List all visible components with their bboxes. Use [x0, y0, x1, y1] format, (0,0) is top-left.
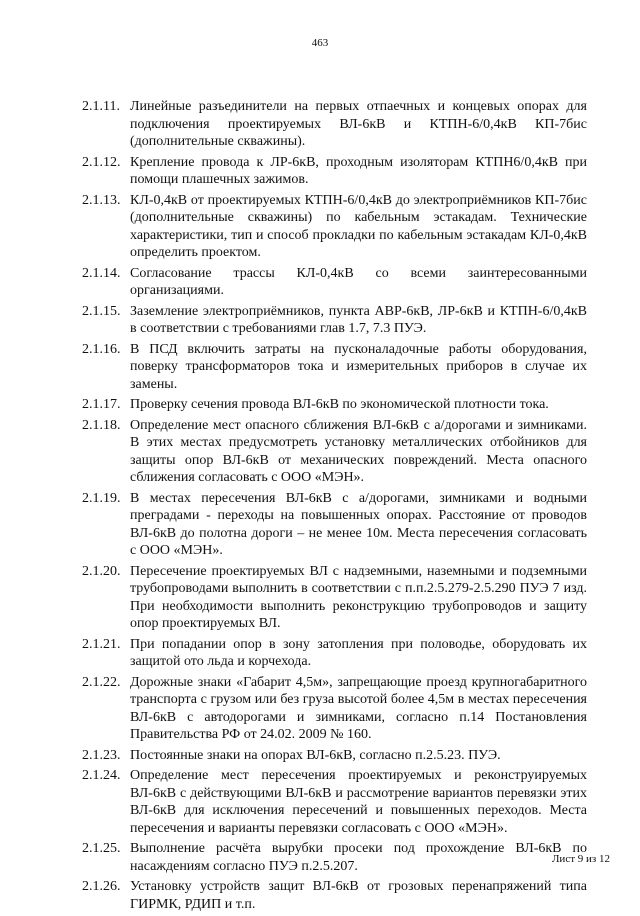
list-item [82, 341, 587, 394]
sheet-footer: Лист 9 из 12 [551, 853, 610, 865]
item-number: 2.1.21. [82, 636, 121, 652]
item-number: 2.1.14. [82, 265, 121, 281]
item-text: Крепление провода к ЛР-6кВ, проходным изоляторам КТПН6/0,4кВ при помощи плашечных зажимов. [130, 154, 587, 187]
item-text: Определение мест пересечения проектируемых и реконструируемых ВЛ-6кВ с действующими ВЛ-6кВ и рассмотрение вариантов перевязки этих ВЛ-6кВ для исключения пересечений и повышенных переходов. Места пересечения и варианты перевязки согласовать с ООО «МЭН». [130, 768, 587, 836]
item-number: 2.1.26. [82, 879, 121, 894]
list-item [82, 98, 587, 151]
list-item [82, 747, 587, 765]
list-item [82, 674, 587, 744]
list-item [82, 303, 587, 338]
list-item [82, 490, 587, 560]
item-number: 2.1.18. [82, 417, 121, 433]
list-item [82, 265, 587, 300]
item-text: Заземление электроприёмников, пункта АВР-6кВ, ЛР-6кВ и КТПН-6/0,4кВ в соответствии с требованиями глав 1.7, 7.3 ПУЭ. [130, 303, 587, 336]
item-number: 2.1.17. [82, 397, 121, 412]
item-number: 2.1.12. [82, 154, 121, 170]
item-text: Пересечение проектируемых ВЛ с надземными, наземными и подземными трубопроводами выполнить в соответствии с п.п.2.5.279-2.5.290 ПУЭ 7 изд. При необходимости выполнить реконструкцию трубопроводов и защиту опор проектируемых ВЛ. [130, 563, 587, 631]
item-number: 2.1.23. [82, 747, 121, 763]
item-number: 2.1.15. [82, 303, 121, 319]
item-number: 2.1.25. [82, 841, 121, 856]
item-text: КЛ-0,4кВ от проектируемых КТПН-6/0,4кВ до электроприёмников КП-7бис (дополнительные скважины) по кабельным эстакадам. Технические характеристики, тип и способ прокладки по кабельным эстакадам КЛ-0,4кВ определить проектом. [130, 192, 587, 260]
item-text: Выполнение расчёта вырубки просеки под прохождение ВЛ-6кВ по насаждениям согласно ПУЭ п.2.5.207. [130, 841, 587, 874]
item-text: Постоянные знаки на опорах ВЛ-6кВ, согласно п.2.5.23. ПУЭ. [130, 747, 501, 763]
page-number: 463 [311, 37, 329, 49]
item-text: Дорожные знаки «Габарит 4,5м», запрещающие проезд крупногабаритного транспорта с грузом или без груза высотой более 4,5м в местах пересечения ВЛ-6кВ с автодорогами и зимниками, согласно п.14 Постановления Правительства РФ от 24.02. 2009 № 160. [130, 674, 587, 742]
item-text: В местах пересечения ВЛ-6кВ с а/дорогами, зимниками и водными преградами - переходы на повышенных опорах. Расстояние от проводов ВЛ-6кВ до полотна дороги – не менее 10м. Места пересечения согласовать с ООО «МЭН». [130, 490, 587, 558]
list-item [82, 767, 587, 837]
item-number: 2.1.24. [82, 768, 121, 783]
list-item [82, 417, 587, 487]
item-text: Установку устройств защит ВЛ-6кВ от грозовых перенапряжений типа ГИРМК, РДИП и т.п. [130, 879, 587, 912]
item-number: 2.1.13. [82, 192, 121, 208]
list-item [82, 192, 587, 262]
list-item [82, 840, 587, 875]
item-number: 2.1.19. [82, 490, 121, 506]
item-number: 2.1.22. [82, 674, 121, 690]
list-item [82, 636, 587, 671]
item-number: 2.1.20. [82, 563, 121, 579]
item-text: Проверку сечения провода ВЛ-6кВ по экономической плотности тока. [130, 397, 549, 412]
requirements-list [82, 98, 587, 916]
list-item [82, 878, 587, 913]
item-text: Линейные разъединители на первых отпаечных и концевых опорах для подключения проектируемых ВЛ-6кВ и КТПН-6/0,4кВ КП-7бис (дополнительные скважины). [130, 99, 587, 149]
item-text: Определение мест опасного сближения ВЛ-6кВ с а/дорогами и зимниками. В этих местах предусмотреть установку металлических отбойников для защиты опор ВЛ-6кВ от механических повреждений. Места опасного сближения согласовать с ООО «МЭН». [130, 417, 587, 485]
item-number: 2.1.16. [82, 341, 121, 357]
item-text: В ПСД включить затраты на пусконаладочные работы оборудования, поверку трансформаторов тока и измерительных приборов в случае их замены. [130, 341, 587, 392]
item-number: 2.1.11. [82, 99, 120, 114]
item-text: Согласование трассы КЛ-0,4кВ со всеми заинтересованными организациями. [130, 265, 587, 298]
item-text: При попадании опор в зону затопления при половодье, оборудовать их защитой ото льда и корчехода. [130, 636, 587, 669]
list-item [82, 396, 587, 414]
list-item [82, 154, 587, 189]
list-item [82, 563, 587, 633]
